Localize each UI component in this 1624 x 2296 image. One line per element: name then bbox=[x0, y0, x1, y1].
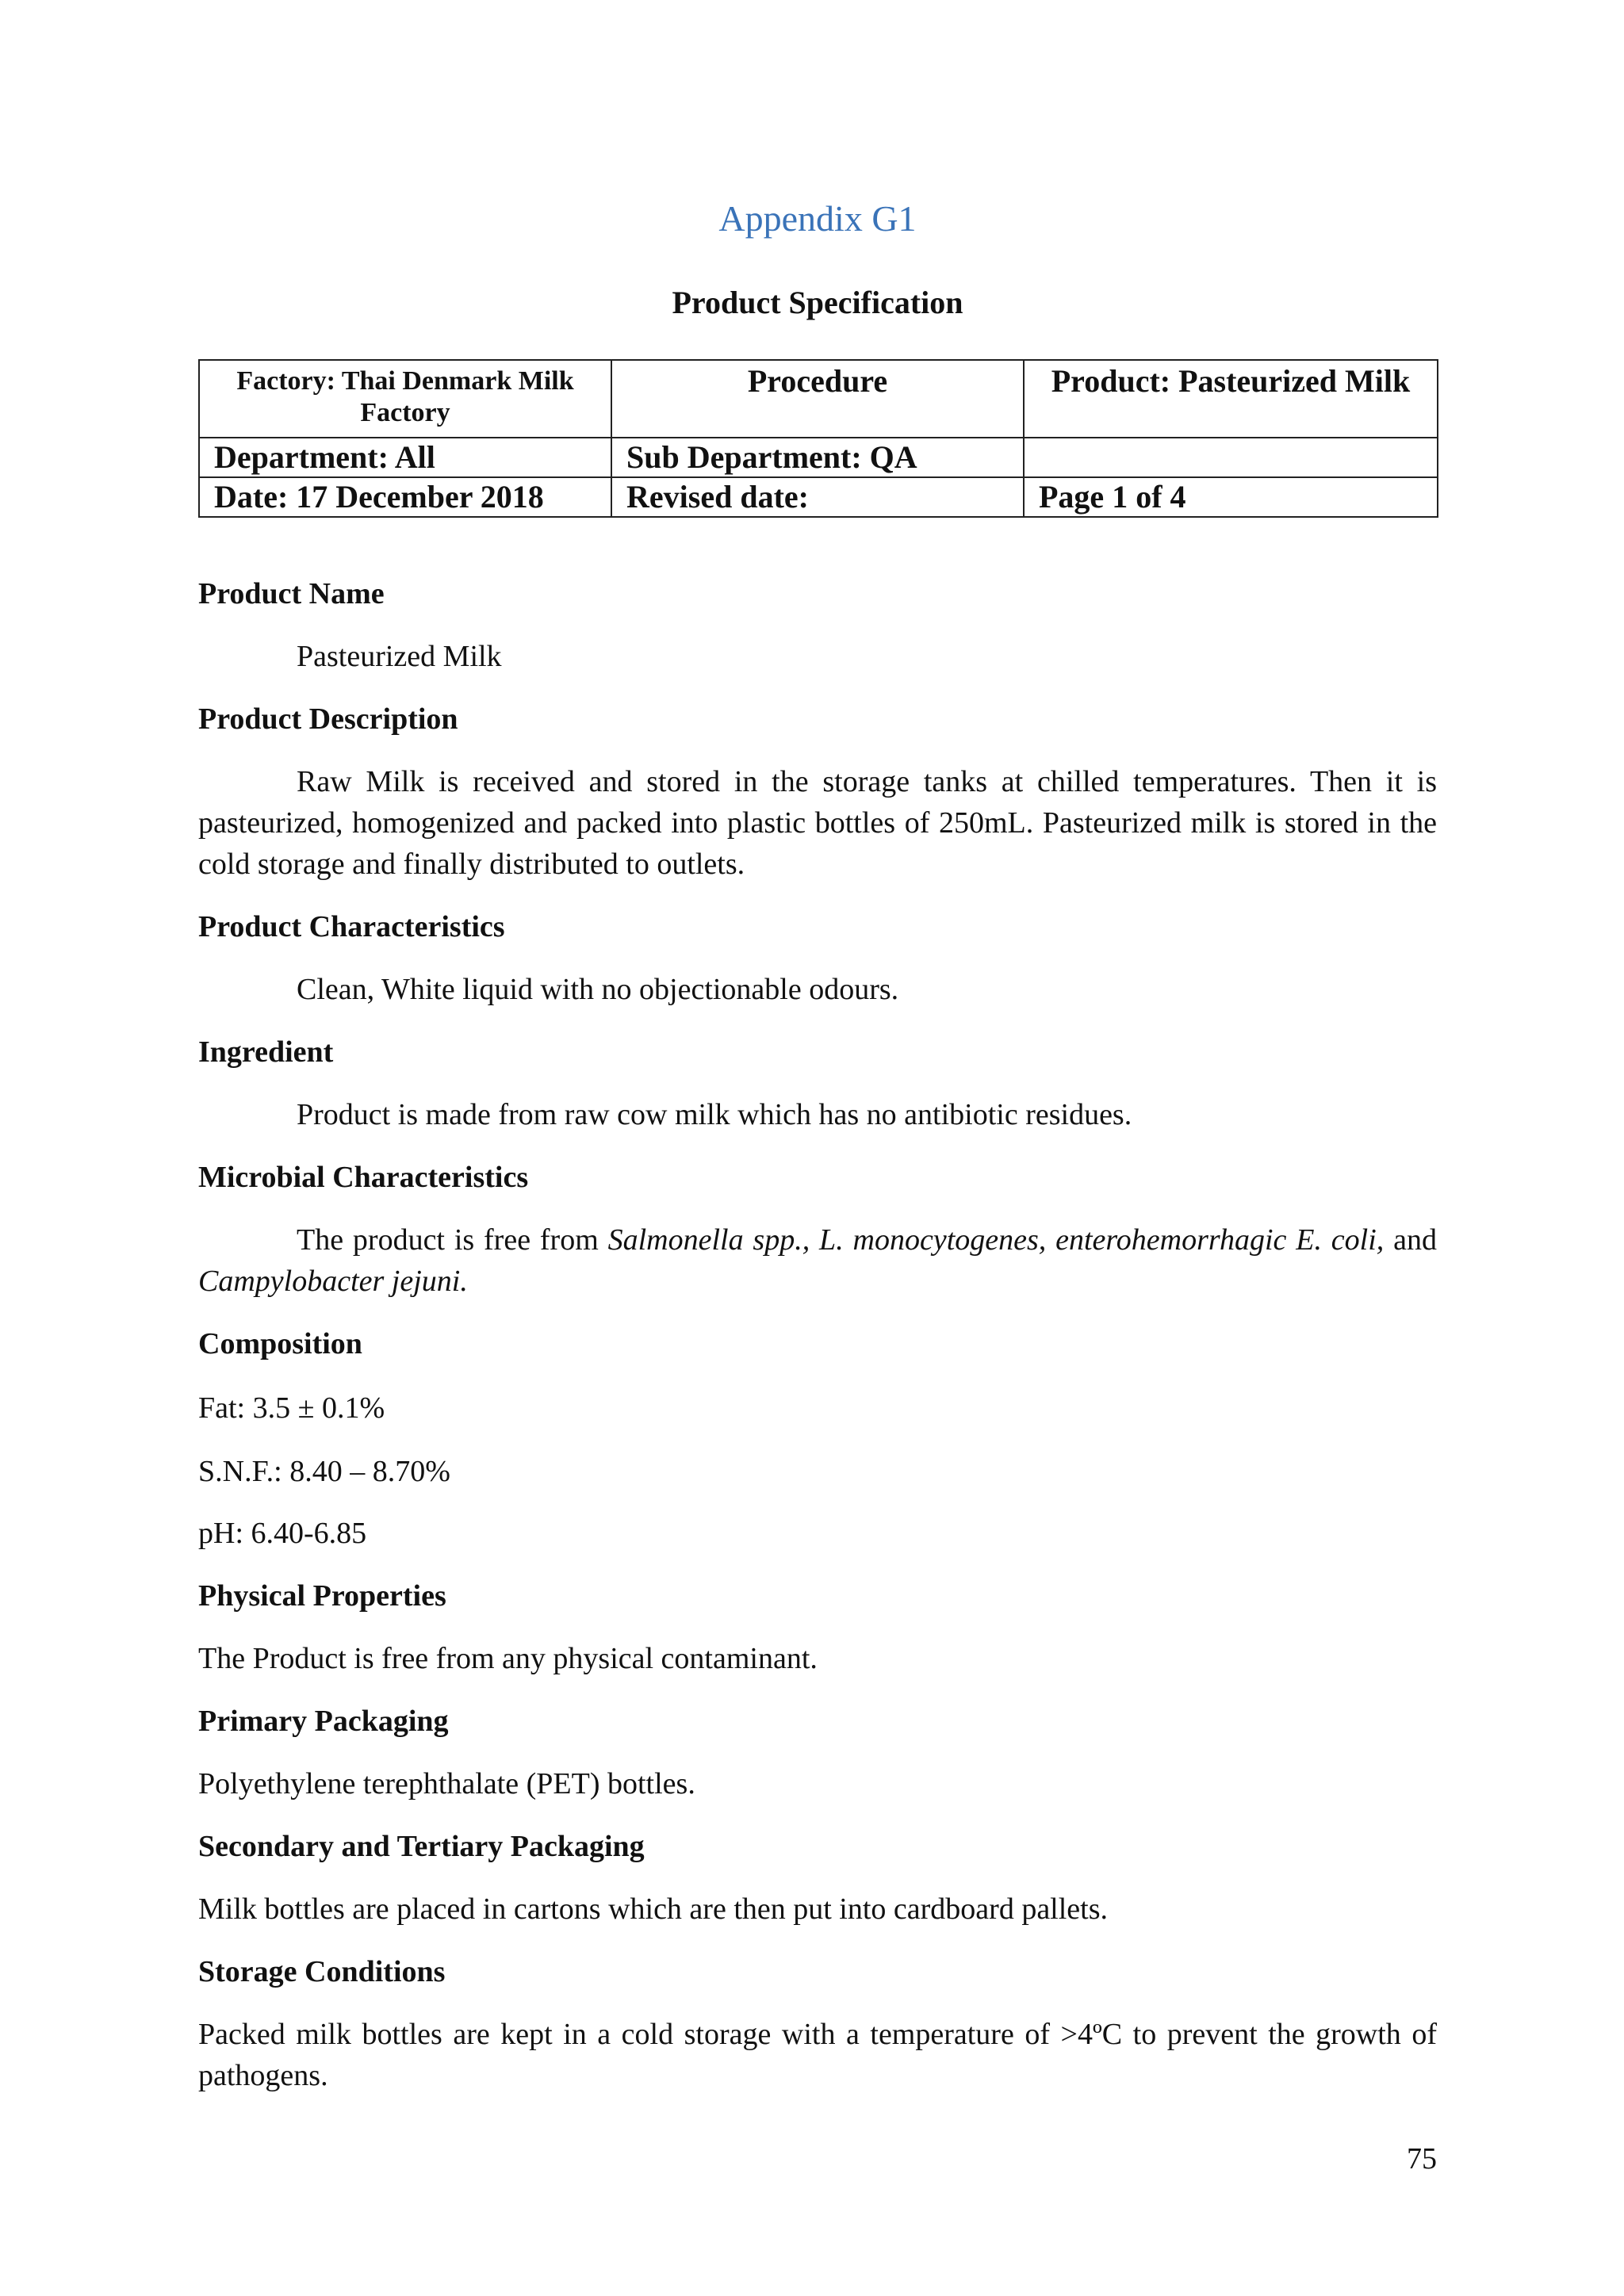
composition-ph-text: pH: 6.40-6.85 bbox=[198, 1517, 367, 1550]
section-heading: Composition bbox=[198, 1327, 362, 1360]
empty-cell bbox=[1024, 438, 1438, 477]
section-primary-packaging bbox=[198, 1701, 1437, 1741]
section-heading: Physical Properties bbox=[198, 1579, 446, 1613]
sub-department-cell: Sub Department: QA bbox=[611, 438, 1024, 477]
header-row-3 bbox=[199, 477, 1438, 517]
section-primary-packaging-body bbox=[198, 1763, 1437, 1804]
microbial-and-text: and bbox=[1384, 1223, 1437, 1257]
microbial-organism-last: Campylobacter jejuni. bbox=[198, 1265, 468, 1298]
composition-fat bbox=[198, 1387, 1437, 1429]
section-heading: Product Name bbox=[198, 577, 385, 610]
procedure-cell: Procedure bbox=[611, 360, 1024, 438]
section-ingredient-body bbox=[198, 1094, 1437, 1135]
section-text: Pasteurized Milk bbox=[297, 640, 502, 673]
section-ingredient bbox=[198, 1032, 1437, 1072]
composition-fat-text: Fat: 3.5 ± 0.1% bbox=[198, 1391, 385, 1425]
section-secondary-packaging bbox=[198, 1827, 1437, 1866]
section-heading: Primary Packaging bbox=[198, 1705, 449, 1738]
product-cell: Product: Pasteurized Milk bbox=[1024, 360, 1438, 438]
section-microbial-characteristics bbox=[198, 1158, 1437, 1197]
document-title: Product Specification bbox=[672, 285, 963, 320]
section-product-name bbox=[198, 574, 1437, 614]
section-secondary-packaging-body bbox=[198, 1888, 1437, 1930]
section-text bbox=[198, 1219, 1437, 1302]
appendix-title: Appendix G1 bbox=[718, 198, 917, 239]
header-row-1 bbox=[199, 360, 1438, 438]
section-text: Milk bottles are placed in cartons which are then put into cardboard pallets. bbox=[198, 1892, 1109, 1926]
revised-date-cell: Revised date: bbox=[611, 477, 1024, 517]
section-heading: Ingredient bbox=[198, 1035, 334, 1069]
page-number: 75 bbox=[1407, 2142, 1437, 2175]
section-product-name-body bbox=[198, 636, 1437, 677]
section-storage-conditions bbox=[198, 1952, 1437, 1992]
section-product-description-body bbox=[198, 761, 1437, 885]
factory-cell: Factory: Thai Denmark Milk Factory bbox=[199, 360, 611, 438]
section-text: Raw Milk is received and stored in the storage tanks at chilled temperatures. Then it is pasteurized, homogenized and packed into plastic bottles of 250mL. Pasteurized milk is stored in the cold storage and finally distributed to outlets. bbox=[198, 765, 1437, 881]
section-heading: Secondary and Tertiary Packaging bbox=[198, 1830, 645, 1863]
department-cell: Department: All bbox=[199, 438, 611, 477]
section-microbial-characteristics-body bbox=[198, 1219, 1437, 1302]
section-product-characteristics bbox=[198, 907, 1437, 947]
microbial-organisms-list: Salmonella spp., L. monocytogenes, enterohemorrhagic E. coli, bbox=[607, 1223, 1385, 1257]
section-heading: Microbial Characteristics bbox=[198, 1161, 529, 1194]
section-heading: Storage Conditions bbox=[198, 1955, 446, 1988]
section-product-characteristics-body bbox=[198, 969, 1437, 1010]
section-text: The Product is free from any physical contaminant. bbox=[198, 1642, 818, 1675]
section-text: Product is made from raw cow milk which has no antibiotic residues. bbox=[297, 1098, 1132, 1131]
date-cell: Date: 17 December 2018 bbox=[199, 477, 611, 517]
section-physical-properties-body bbox=[198, 1638, 1437, 1679]
section-heading: Product Description bbox=[198, 702, 458, 736]
section-text: Polyethylene terephthalate (PET) bottles. bbox=[198, 1767, 695, 1800]
section-heading: Product Characteristics bbox=[198, 910, 505, 943]
microbial-intro-text: The product is free from bbox=[297, 1223, 608, 1257]
composition-ph bbox=[198, 1513, 1437, 1554]
composition-snf-text: S.N.F.: 8.40 – 8.70% bbox=[198, 1455, 450, 1488]
composition-snf bbox=[198, 1451, 1437, 1492]
section-storage-conditions-body bbox=[198, 2014, 1437, 2096]
section-physical-properties bbox=[198, 1576, 1437, 1616]
section-text: Clean, White liquid with no objectionable odours. bbox=[297, 973, 899, 1006]
section-product-description bbox=[198, 699, 1437, 739]
page-count-cell: Page 1 of 4 bbox=[1024, 477, 1438, 517]
section-composition bbox=[198, 1324, 1437, 1364]
document-header-table bbox=[198, 359, 1438, 518]
section-text: Packed milk bottles are kept in a cold storage with a temperature of >4ºC to prevent the growth of pathogens. bbox=[198, 2018, 1437, 2092]
header-row-2 bbox=[199, 438, 1438, 477]
